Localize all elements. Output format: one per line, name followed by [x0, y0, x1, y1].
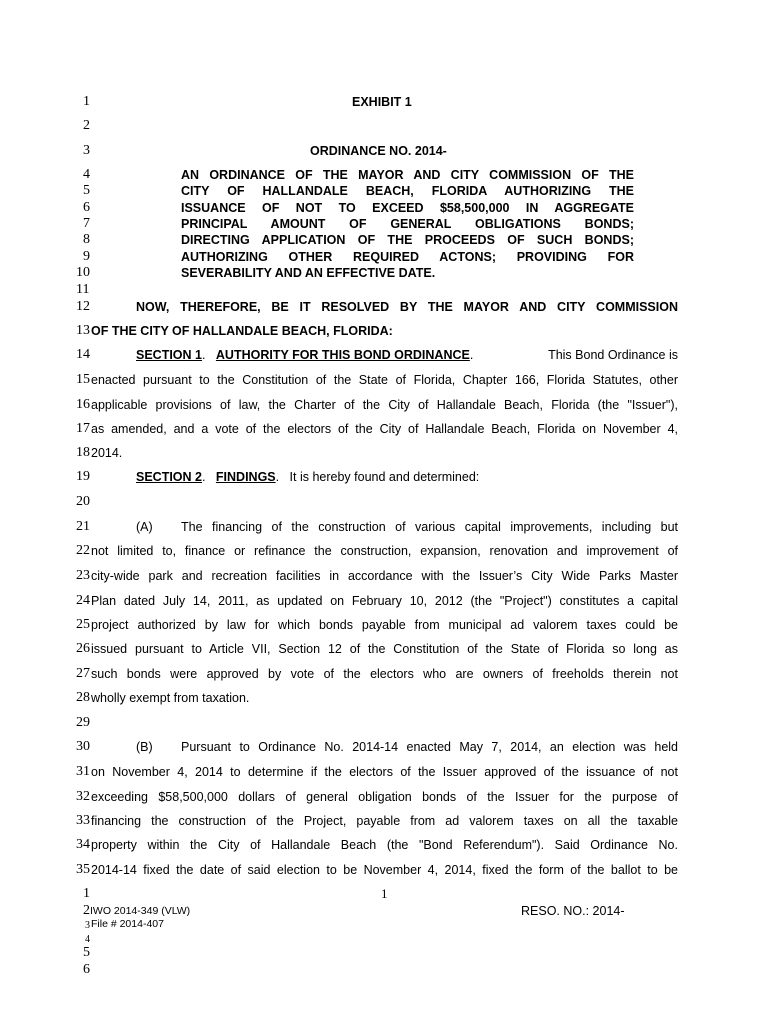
line-number: 20 — [76, 494, 90, 509]
footer-line-number: 4 — [85, 934, 90, 945]
title-line: ISSUANCE OF NOT TO EXCEED $58,500,000 IN AGGREGATE — [181, 201, 634, 215]
line-number: 3 — [83, 143, 90, 158]
body-line: Plan dated July 14, 2011, as updated on February 10, 2012 (the "Project") constitutes a capital — [91, 594, 678, 608]
title-line: DIRECTING APPLICATION OF THE PROCEEDS OF SUCH BONDS; — [181, 233, 634, 247]
title-line: CITY OF HALLANDALE BEACH, FLORIDA AUTHORIZING THE — [181, 184, 634, 198]
line-number: 5 — [83, 183, 90, 198]
resolved-clause: OF THE CITY OF HALLANDALE BEACH, FLORIDA: — [91, 324, 393, 338]
line-number: 2 — [83, 118, 90, 133]
title-line: SEVERABILITY AND AN EFFECTIVE DATE. — [181, 266, 436, 280]
line-number: 21 — [76, 519, 90, 534]
body-line: financing the construction of the Project, payable from ad valorem taxes on all the taxable — [91, 814, 678, 828]
section-1-first-line: SECTION 1. AUTHORITY FOR THIS BOND ORDINANCE. This Bond Ordinance is — [136, 348, 678, 362]
line-number: 29 — [76, 715, 90, 730]
exhibit-title: EXHIBIT 1 — [352, 95, 412, 109]
section-2-first-line: SECTION 2. FINDINGS. It is hereby found and determined: — [136, 470, 480, 484]
footer-doc-id: IWO 2014-349 (VLW) — [90, 905, 191, 917]
line-number: 33 — [76, 813, 90, 828]
footer-line-number: 5 — [83, 945, 90, 960]
page-number: 1 — [381, 886, 388, 901]
body-line: such bonds were approved by vote of the electors who are owners of freeholds therein not — [91, 667, 678, 681]
line-number: 23 — [76, 568, 90, 583]
body-line: applicable provisions of law, the Charter of the City of Hallandale Beach, Florida (the "Issuer"), — [91, 398, 678, 412]
line-number: 32 — [76, 789, 90, 804]
footer-reso-number: RESO. NO.: 2014- — [521, 904, 625, 918]
body-line: exceeding $58,500,000 dollars of general obligation bonds of the Issuer for the purpose of — [91, 790, 678, 804]
body-line: city-wide park and recreation facilities in accordance with the Issuer’s City Wide Parks Master — [91, 569, 678, 583]
title-line: AUTHORIZING OTHER REQUIRED ACTONS; PROVIDING FOR — [181, 250, 634, 264]
line-number: 30 — [76, 739, 90, 754]
footer-file-number: File # 2014-407 — [91, 918, 164, 930]
line-number: 7 — [83, 216, 90, 231]
line-number: 4 — [83, 167, 90, 182]
section-2-heading: FINDINGS — [215, 470, 276, 484]
title-line: AN ORDINANCE OF THE MAYOR AND CITY COMMISSION OF THE — [181, 168, 634, 182]
section-1-label: SECTION 1 — [136, 348, 202, 362]
section-1-heading: AUTHORITY FOR THIS BOND ORDINANCE — [215, 348, 470, 362]
footer-line-number: 3 — [85, 920, 90, 931]
body-line: The financing of the construction of various capital improvements, including but — [181, 520, 678, 534]
ordinance-number: ORDINANCE NO. 2014- — [310, 144, 447, 158]
body-line: not limited to, finance or refinance the construction, expansion, renovation and improvement of — [91, 544, 678, 558]
body-line: wholly exempt from taxation. — [91, 691, 250, 705]
section-1-text: This Bond Ordinance is — [548, 348, 678, 362]
line-number: 25 — [76, 617, 90, 632]
line-number: 8 — [83, 232, 90, 247]
line-number: 11 — [76, 282, 90, 297]
body-line: as amended, and a vote of the electors of the City of Hallandale Beach, Florida on November 4, — [91, 422, 678, 436]
section-2-label: SECTION 2 — [136, 470, 202, 484]
line-number: 6 — [83, 200, 90, 215]
line-number: 27 — [76, 666, 90, 681]
body-line: property within the City of Hallandale Beach (the "Bond Referendum"). Said Ordinance No. — [91, 838, 678, 852]
line-number: 17 — [76, 421, 90, 436]
line-number: 24 — [76, 593, 90, 608]
body-line: on November 4, 2014 to determine if the electors of the Issuer approved of the issuance of not — [91, 765, 678, 779]
footer-line-number: 6 — [83, 962, 90, 977]
body-line: 2014-14 fixed the date of said election to be November 4, 2014, fixed the form of the ballot to be — [91, 863, 678, 877]
body-line: issued pursuant to Article VII, Section 12 of the Constitution of the State of Florida so long as — [91, 642, 678, 656]
footer-line-number: 2 — [83, 903, 90, 918]
para-a-label: (A) — [136, 520, 153, 534]
line-number: 18 — [76, 445, 90, 460]
line-number: 31 — [76, 764, 90, 779]
line-number: 1 — [83, 94, 90, 109]
body-line: enacted pursuant to the Constitution of the State of Florida, Chapter 166, Florida Statutes, other — [91, 373, 678, 387]
body-line: project authorized by law for which bonds payable from municipal ad valorem taxes could be — [91, 618, 678, 632]
line-number: 26 — [76, 641, 90, 656]
line-number: 15 — [76, 372, 90, 387]
title-line: PRINCIPAL AMOUNT OF GENERAL OBLIGATIONS BONDS; — [181, 217, 634, 231]
body-line: Pursuant to Ordinance No. 2014-14 enacted May 7, 2014, an election was held — [181, 740, 678, 754]
line-number: 10 — [76, 265, 90, 280]
line-number: 19 — [76, 469, 90, 484]
line-number: 13 — [76, 323, 90, 338]
section-2-text: It is hereby found and determined: — [289, 470, 480, 484]
line-number: 16 — [76, 397, 90, 412]
resolved-clause: NOW, THEREFORE, BE IT RESOLVED BY THE MAYOR AND CITY COMMISSION — [136, 300, 678, 314]
line-number: 12 — [76, 299, 90, 314]
body-line: 2014. — [91, 446, 123, 460]
line-number: 34 — [76, 837, 90, 852]
line-number: 35 — [76, 862, 90, 877]
line-number: 9 — [83, 249, 90, 264]
line-number: 14 — [76, 347, 90, 362]
para-b-label: (B) — [136, 740, 153, 754]
footer-line-number: 1 — [83, 886, 90, 901]
line-number: 22 — [76, 543, 90, 558]
line-number: 28 — [76, 690, 90, 705]
